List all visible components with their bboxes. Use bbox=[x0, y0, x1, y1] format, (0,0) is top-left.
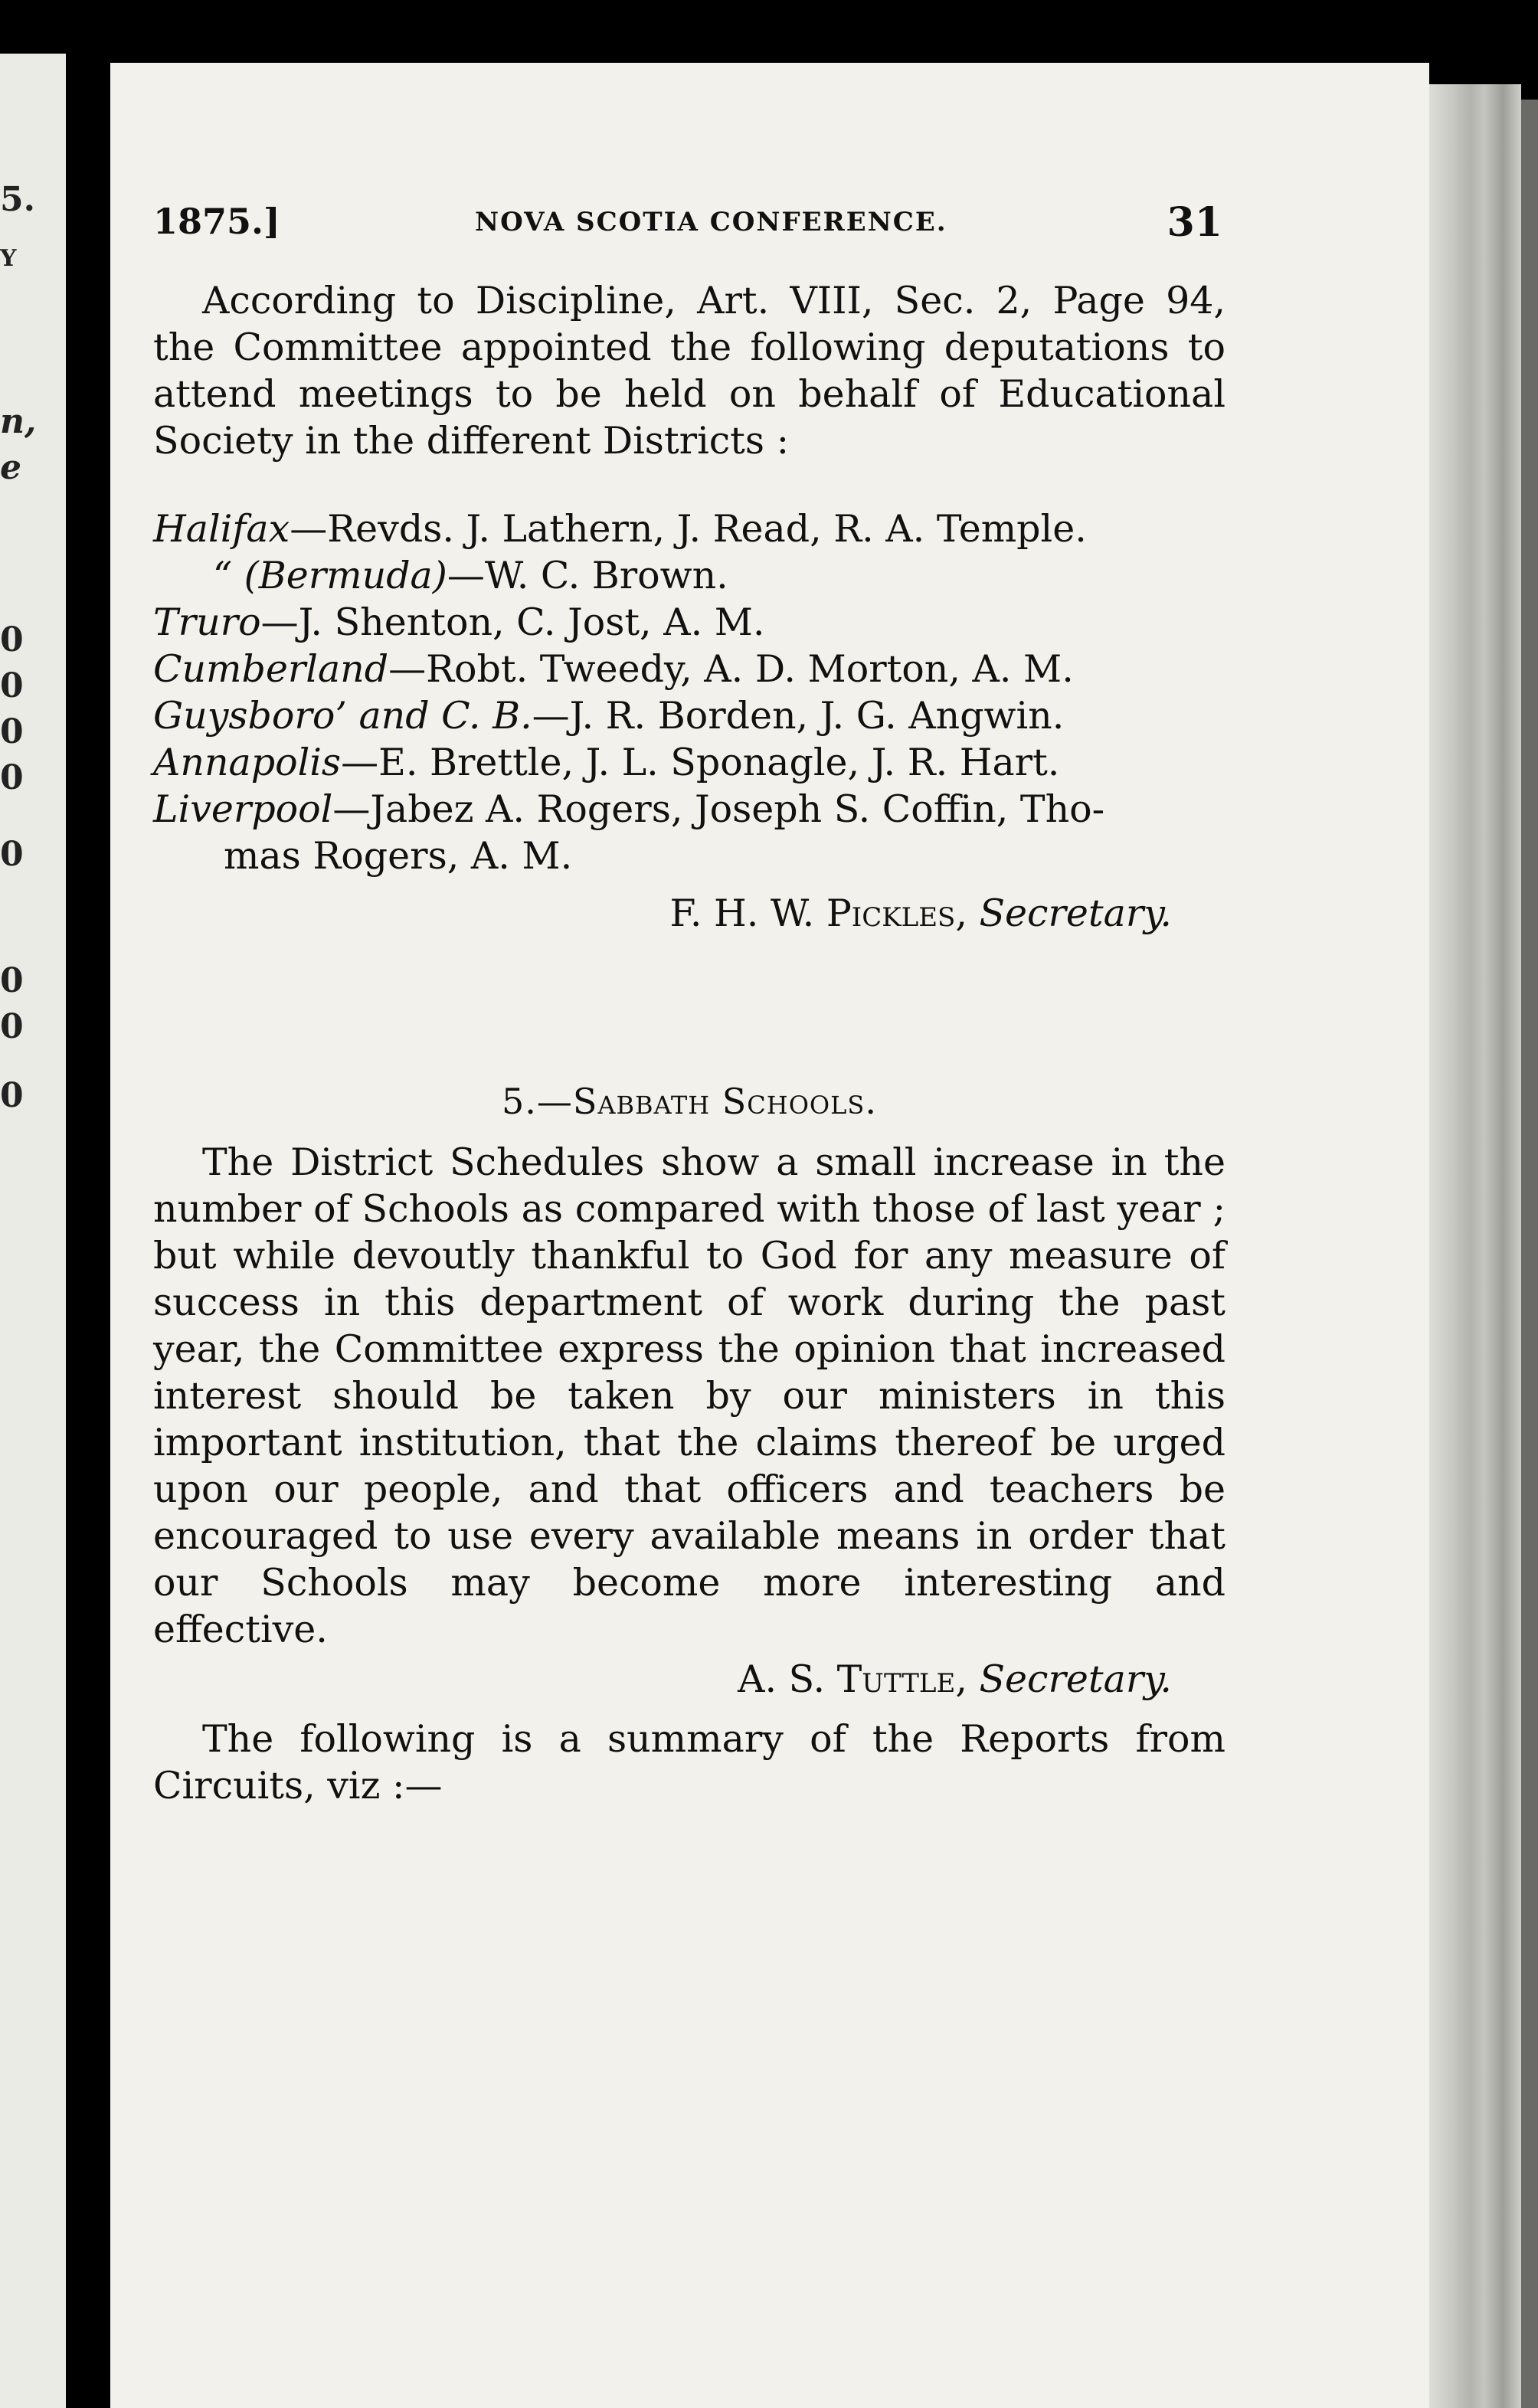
left-fragment: 0 bbox=[0, 666, 24, 705]
district-entry bbox=[153, 786, 1225, 833]
book-gutter bbox=[66, 0, 110, 2408]
left-fragment: 0 bbox=[0, 835, 24, 874]
signature-name: A. S. Tuttle, bbox=[738, 1657, 967, 1701]
district-names: —Jabez A. Rogers, Joseph S. Coffin, Tho- bbox=[332, 787, 1105, 831]
left-fragment: 5. bbox=[0, 180, 35, 219]
page-number: 31 bbox=[1167, 199, 1222, 246]
left-fragment: n, bbox=[0, 402, 37, 441]
sabbath-schools-section bbox=[153, 1078, 1225, 1703]
signature-name: F. H. W. Pickles, bbox=[669, 892, 967, 935]
left-fragment: Y bbox=[0, 245, 17, 272]
district-place: Annapolis bbox=[153, 741, 342, 784]
district-list bbox=[153, 505, 1225, 937]
district-entry bbox=[153, 599, 1225, 646]
signature-title: Secretary. bbox=[979, 1657, 1172, 1701]
district-names: —J. R. Borden, J. G. Angwin. bbox=[532, 694, 1065, 738]
left-page-fragments bbox=[0, 54, 66, 2408]
district-entry bbox=[153, 739, 1225, 786]
district-continuation: mas Rogers, A. M. bbox=[224, 834, 573, 878]
district-place: Truro bbox=[153, 600, 261, 644]
district-place: “ (Bermuda) bbox=[213, 554, 447, 597]
district-entry bbox=[153, 646, 1225, 692]
district-names: —Revds. J. Lathern, J. Read, R. A. Temple. bbox=[290, 507, 1087, 551]
intro-section bbox=[153, 277, 1225, 464]
district-entry bbox=[153, 552, 1225, 599]
left-fragment: e bbox=[0, 448, 21, 487]
left-fragment: 0 bbox=[0, 1007, 24, 1046]
running-head-year: 1875.] bbox=[153, 201, 280, 242]
signature-title: Secretary. bbox=[979, 892, 1172, 935]
left-page-sliver bbox=[0, 54, 66, 2408]
district-names: —E. Brettle, J. L. Sponagle, J. R. Hart. bbox=[341, 741, 1060, 784]
section-title: 5.—Sabbath Schools. bbox=[502, 1081, 877, 1122]
district-place: Guysboro’ and C. B. bbox=[153, 694, 532, 738]
running-head-title: NOVA SCOTIA CONFERENCE. bbox=[475, 207, 947, 237]
district-names: —Robt. Tweedy, A. D. Morton, A. M. bbox=[388, 647, 1074, 691]
page-edge-shadow bbox=[1521, 100, 1538, 2408]
district-place: Liverpool bbox=[153, 787, 333, 831]
running-head bbox=[153, 201, 1241, 254]
signature-tuttle bbox=[153, 1656, 1225, 1703]
left-fragment: 0 bbox=[0, 758, 24, 797]
page-edge-stack bbox=[1429, 84, 1521, 2408]
district-place: Cumberland bbox=[153, 647, 389, 691]
left-fragment: 0 bbox=[0, 712, 24, 751]
sabbath-paragraph: The District Schedules show a small increase in the number of Schools as compared with those of last year ; but while devoutly thankful to God for any measure of success in this department of work during the past year, the Committee express the opinion that increased interest should be taken by our ministers in this important institution, that the claims thereof be urged upon our people, and that officers and teachers be encouraged to use every available means in order that our Schools may become more interesting and effective. bbox=[153, 1140, 1225, 1651]
left-fragment: 0 bbox=[0, 620, 24, 659]
closing-paragraph: The following is a summary of the Reports from Circuits, viz :— bbox=[153, 1717, 1225, 1808]
closing-section bbox=[153, 1716, 1225, 1809]
district-entry bbox=[153, 692, 1225, 739]
district-names: —W. C. Brown. bbox=[447, 554, 728, 597]
district-entry bbox=[153, 505, 1225, 552]
district-names: —J. Shenton, C. Jost, A. M. bbox=[260, 600, 765, 644]
left-fragment: 0 bbox=[0, 1076, 24, 1115]
signature-pickles bbox=[153, 890, 1225, 937]
intro-paragraph: According to Discipline, Art. VIII, Sec. 2, Page 94, the Committee appointed the following deputations to attend meetings to be held on behalf of Educational Society in the different Districts : bbox=[153, 279, 1225, 463]
left-fragment: 0 bbox=[0, 961, 24, 1000]
district-place: Halifax bbox=[153, 507, 290, 551]
